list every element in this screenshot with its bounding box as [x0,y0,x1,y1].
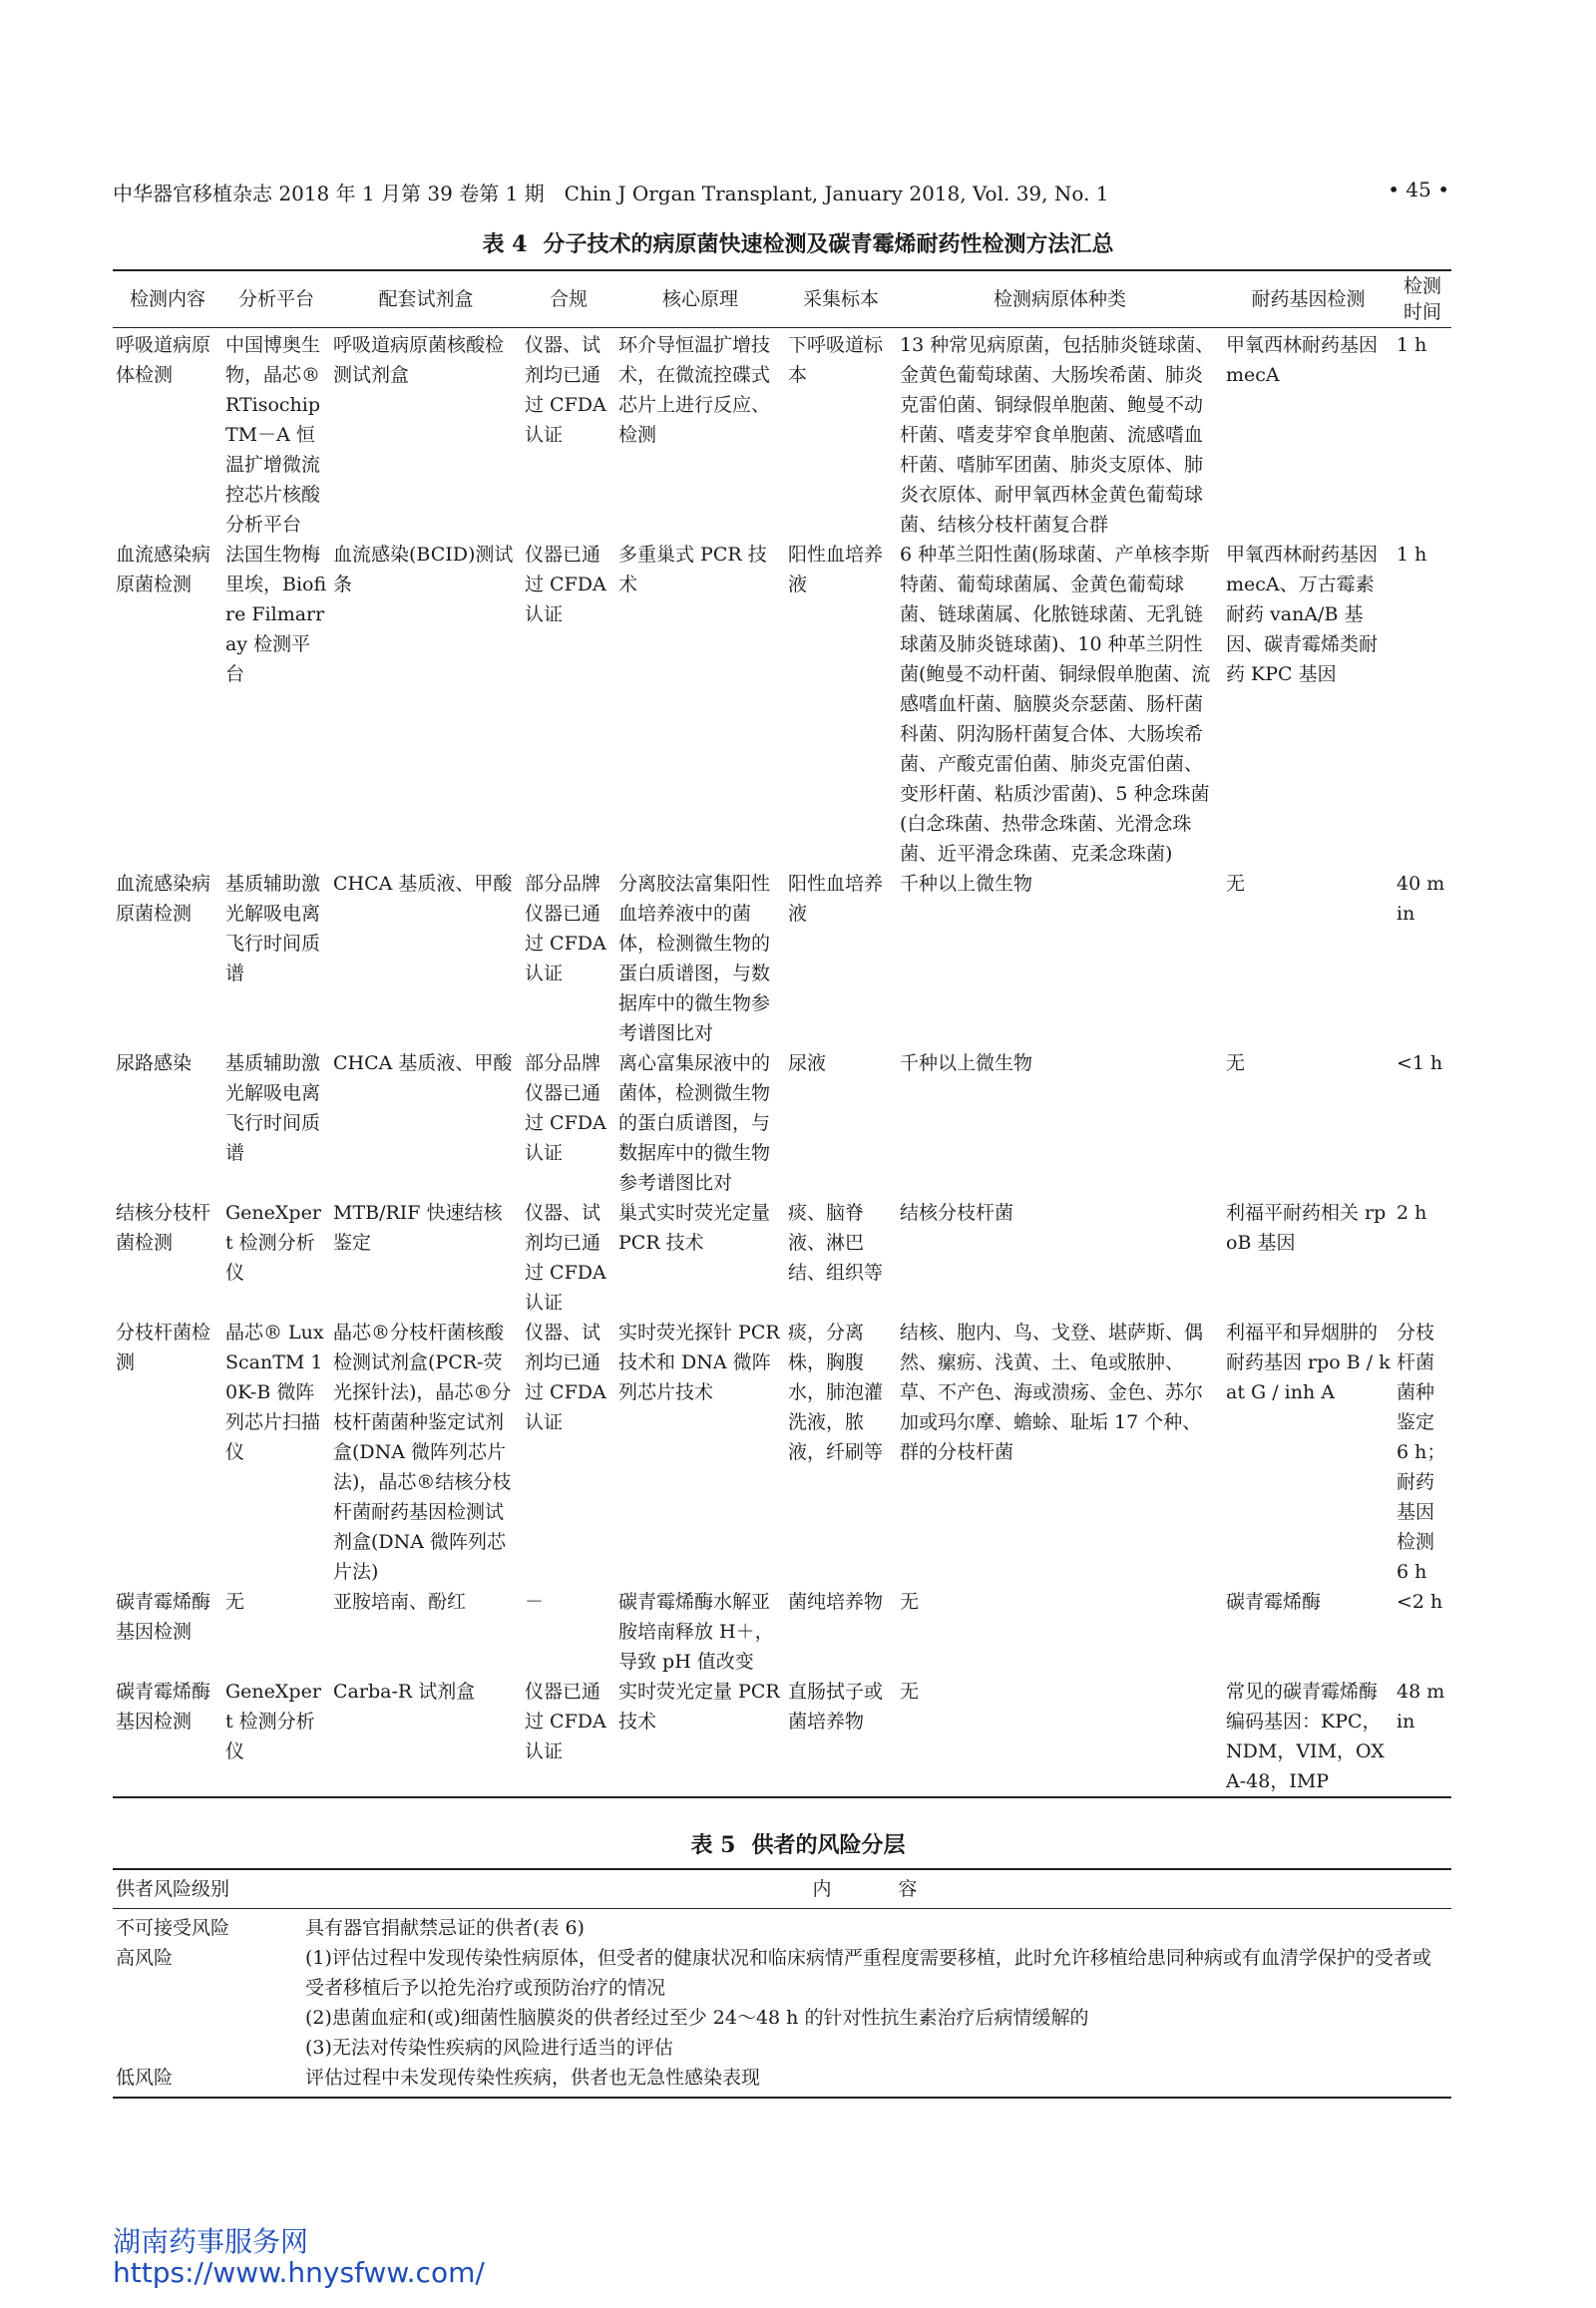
table-cell: Carba-R 试剂盒 [330,1677,522,1797]
table5-header-row [113,1869,1451,1909]
watermark-site-name: 湖南药事服务网 [113,2225,309,2258]
table4-header-cell: 采集标本 [785,270,897,328]
table-cell: 晶芯®分枝杆菌核酸检测试剂盒(PCR-荧光探针法)，晶芯®分枝杆菌菌种鉴定试剂盒(DNA 微阵列芯片法)，晶芯®结核分枝杆菌耐药基因检测试剂盒(DNA 微阵列芯片法) [333,1322,512,1583]
table4-caption [0,227,1596,258]
table-cell: 血流感染(BCID)测试条 [333,544,514,595]
table-cell: 分枝杆菌检测 [116,1322,211,1373]
table-cell: 具有器官捐献禁忌证的供者(表 6) [305,1917,585,1939]
table-row [113,1318,1451,1587]
table-cell: 痰，分离株，胸腹水，肺泡灌洗液，脓液，纤刷等 [788,1322,884,1463]
watermark-url[interactable]: https://www.hnysfww.com/ [113,2256,485,2289]
table-cell: 中国博奥生物，晶芯® RTisochipTM－A 恒温扩增微流控芯片核酸分析平台 [225,334,321,536]
table4-header-cell: 合规 [522,270,615,328]
journal-header [113,178,1449,207]
table-cell: 环介导恒温扩增技术，在微流控碟式芯片上进行反应、检测 [618,334,771,446]
table-cell: 无 [1226,873,1246,895]
table-cell: 尿路感染 [116,1052,193,1074]
table-cell: 部分品牌仪器已通过 CFDA 认证 [525,1052,606,1164]
table-cell: 甲氧西林耐药基因 mecA、万古霉素耐药 vanA/B 基因、碳青霉烯类耐药 KPC 基因 [1226,544,1379,685]
table-row [113,2033,1451,2063]
table-cell: 离心富集尿液中的菌体，检测微生物的蛋白质谱图，与数据库中的微生物参考谱图比对 [618,1052,771,1194]
table5-number: 表 5 [690,1832,736,1858]
table-cell: 仪器已通过 CFDA 认证 [525,544,606,625]
table-cell: <1 h [1396,1052,1443,1074]
table-row [113,1048,1451,1198]
table-cell [113,2033,302,2063]
table4-title: 分子技术的病原菌快速检测及碳青霉烯耐药性检测方法汇总 [543,231,1114,257]
table4-header-cell: 配套试剂盒 [330,270,522,328]
table-cell: (3)无法对传染性疾病的风险进行适当的评估 [305,2037,673,2059]
table-row [113,1677,1451,1797]
table-cell: CHCA 基质液、甲酸 [333,873,513,895]
table-cell: 甲氧西林耐药基因 mecA [1226,334,1379,386]
table-cell: 碳青霉烯酶水解亚胺培南释放 H＋，导致 pH 值改变 [618,1591,774,1673]
table-cell: 血流感染病原菌检测 [116,873,211,925]
table-cell: CHCA 基质液、甲酸 [333,1052,513,1074]
table-cell: <2 h [1396,1591,1443,1613]
table-cell: 不可接受风险 [116,1917,230,1939]
table-cell: 结核、胞内、鸟、戈登、堪萨斯、偶然、瘰疬、浅黄、土、龟或脓肿、草、不产色、海或溃疡、金色、苏尔加或玛尔摩、蟾蜍、耻垢 17 个种、群的分枝杆菌 [900,1322,1204,1463]
table-cell: － [525,1591,545,1613]
table5-caption [0,1828,1596,1859]
table-cell: 1 h [1396,334,1427,356]
table-row [113,1909,1451,1944]
table-row [113,869,1451,1048]
table-cell: 阳性血培养液 [788,873,884,925]
table-cell: 血流感染病原菌检测 [116,544,211,595]
table5-title: 供者的风险分层 [751,1832,906,1858]
table5-header-cell: 供者风险级别 [113,1869,302,1909]
table-cell: 千种以上微生物 [900,873,1033,895]
table-cell: 利福平耐药相关 rpoB 基因 [1226,1202,1387,1254]
table-cell: 晶芯® LuxScanTM 10K-B 微阵列芯片扫描仪 [225,1322,324,1463]
table-cell: 无 [897,1677,1223,1797]
table-cell: GeneXpert 检测分析仪 [222,1677,330,1797]
table-cell: GeneXpert 检测分析仪 [225,1202,321,1284]
table-cell: 仪器已通过 CFDA 认证 [522,1677,615,1797]
table-cell: 下呼吸道标本 [788,334,884,386]
table-cell: 无 [225,1591,245,1613]
table-row [113,2003,1451,2033]
table-cell: 直肠拭子或菌培养物 [785,1677,897,1797]
table-cell: 千种以上微生物 [900,1052,1033,1074]
table-cell: 痰、脑脊液、淋巴结、组织等 [788,1202,884,1284]
table-cell: 仪器、试剂均已通过 CFDA 认证 [525,334,606,446]
table-cell: 巢式实时荧光定量 PCR 技术 [618,1202,771,1254]
table-cell: 无 [900,1591,920,1613]
table-cell: 6 种革兰阳性菌(肠球菌、产单核李斯特菌、葡萄球菌属、金黄色葡萄球菌、链球菌属、化脓链球菌、无乳链球菌及肺炎链球菌)、10 种革兰阴性菌(鲍曼不动杆菌、铜绿假单胞菌、流感嗜血杆菌、脑膜炎奈瑟菌、肠杆菌科菌、阴沟肠杆菌复合体、大肠埃希菌、产酸克雷伯菌、肺炎克雷伯菌、变形杆菌、粘质沙雷菌)、5 种念珠菌(白念珠菌、热带念珠菌、光滑念珠菌、近平滑念珠菌、克柔念珠菌) [900,544,1211,865]
table-row [113,1943,1451,2003]
table-cell: 呼吸道病原体检测 [116,334,211,386]
table-row [113,1587,1451,1677]
table-cell: 多重巢式 PCR 技术 [618,544,767,595]
table-cell: 法国生物梅里埃，Biofire Filmarray 检测平台 [225,544,327,685]
table-cell: 1 h [1396,544,1427,566]
table4-header-cell: 检测病原体种类 [897,270,1223,328]
table-cell: (2)患菌血症和(或)细菌性脑膜炎的供者经过至少 24～48 h 的针对性抗生素治疗后病情缓解的 [305,2007,1089,2029]
table-row [113,540,1451,869]
table-cell: 低风险 [113,2063,302,2098]
table-cell: 利福平和异烟肼的耐药基因 rpo B / kat G / inh A [1226,1322,1391,1403]
table-cell: 亚胺培南、酚红 [333,1591,467,1613]
table-cell: 阳性血培养液 [788,544,884,595]
table-cell: 碳青霉烯酶 [1226,1591,1322,1613]
table-cell: 基质辅助激光解吸电离飞行时间质谱 [225,873,321,984]
table-cell: 菌纯培养物 [788,1591,884,1613]
table-cell: 仪器、试剂均已通过 CFDA 认证 [525,1202,606,1314]
table4-header-cell: 分析平台 [222,270,330,328]
table4 [113,269,1451,1798]
table-cell: (1)评估过程中发现传染性病原体，但受者的健康状况和临床病情严重程度需要移植，此时允许移植给患同种病或有血清学保护的受者或受者移植后予以抢先治疗或预防治疗的情况 [305,1947,1431,1999]
table-cell: 部分品牌仪器已通过 CFDA 认证 [525,873,606,984]
table-cell: 分枝杆菌菌种鉴定 6 h；耐药基因检测 6 h [1396,1322,1446,1583]
table-cell: 实时荧光探针 PCR 技术和 DNA 微阵列芯片技术 [618,1322,780,1403]
table-cell: 常见的碳青霉烯酶编码基因：KPC，NDM，VIM，OXA-48，IMP [1223,1677,1394,1797]
table4-header-cell: 耐药基因检测 [1223,270,1394,328]
table5-header-cell: 内 容 [302,1869,1451,1909]
table-cell: 结核分枝杆菌 [900,1202,1014,1224]
table4-header-row [113,270,1451,328]
table-cell: MTB/RIF 快速结核鉴定 [333,1202,503,1254]
table-cell: 13 种常见病原菌，包括肺炎链球菌、金黄色葡萄球菌、大肠埃希菌、肺炎克雷伯菌、铜绿假单胞菌、鲍曼不动杆菌、嗜麦芽窄食单胞菌、流感嗜血杆菌、嗜肺军团菌、肺炎支原体、肺炎衣原体、耐甲氧西林金黄色葡萄球菌、结核分枝杆菌复合群 [900,334,1215,536]
table4-header-cell: 检测内容 [113,270,222,328]
table4-header-cell: 核心原理 [615,270,785,328]
table-cell: 2 h [1396,1202,1427,1224]
table4-number: 表 4 [482,231,528,257]
table-cell: 呼吸道病原菌核酸检测试剂盒 [333,334,505,386]
table-row [113,328,1451,541]
page-number: • 45 • [1388,178,1449,201]
table-cell: 48 min [1394,1677,1451,1797]
table-cell: 分离胶法富集阳性血培养液中的菌体，检测微生物的蛋白质谱图，与数据库中的微生物参考谱图比对 [618,873,771,1044]
table-cell: 碳青霉烯酶基因检测 [113,1677,222,1797]
table-cell: 评估过程中未发现传染性疾病，供者也无急性感染表现 [302,2063,1451,2098]
table-cell: 高风险 [116,1947,174,1969]
table-cell: 碳青霉烯酶基因检测 [116,1591,211,1643]
journal-citation: 中华器官移植杂志 2018 年 1 月第 39 卷第 1 期 Chin J Organ Transplant, January 2018, Vol. 39, No. 1 [113,182,1109,205]
table-cell: 结核分枝杆菌检测 [116,1202,211,1254]
table-row [113,2063,1451,2098]
table-cell: 基质辅助激光解吸电离飞行时间质谱 [225,1052,321,1164]
table-cell [113,2003,302,2033]
table-cell: 40 min [1396,873,1445,925]
table4-header-cell: 检测时间 [1394,270,1451,328]
table-cell: 尿液 [788,1052,827,1074]
table5 [113,1868,1451,2099]
table-cell: 实时荧光定量 PCR 技术 [615,1677,785,1797]
table-cell: 无 [1226,1052,1246,1074]
table-cell: 仪器、试剂均已通过 CFDA 认证 [525,1322,606,1433]
table-row [113,1198,1451,1318]
